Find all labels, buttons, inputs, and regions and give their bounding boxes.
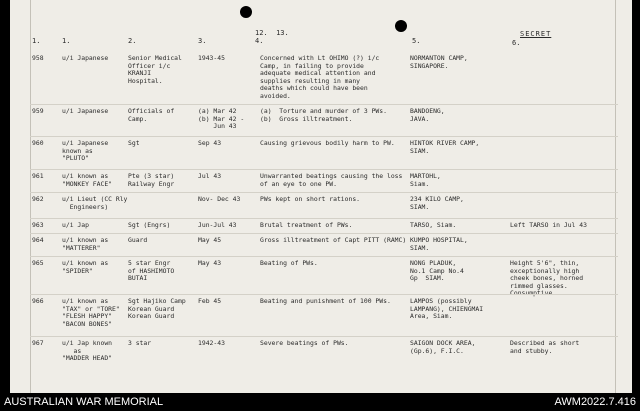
- secret-heading: SECRET: [520, 30, 552, 38]
- row-separator: [30, 336, 618, 337]
- offence-description: Brutal treatment of PWs.: [260, 221, 353, 229]
- footer-accession-number: AWM2022.7.416: [554, 396, 636, 408]
- row-separator: [30, 136, 618, 137]
- location: SAIGON DOCK AREA, (Gp.6), F.I.C.: [410, 339, 476, 355]
- location: NORMANTON CAMP, SINGAPORE.: [410, 54, 468, 70]
- offence-description: Gross illtreatment of Capt PITT (RAMC): [260, 236, 407, 244]
- record-number: 966: [32, 297, 44, 305]
- header-col-5: 5.: [412, 37, 421, 45]
- header-col-6: 6.: [512, 39, 521, 47]
- date: Sep 43: [198, 139, 222, 147]
- punch-hole-left: [240, 6, 252, 18]
- date: Jun-Jul 43: [198, 221, 237, 229]
- rank-unit: Guard: [128, 236, 148, 244]
- date: May 45: [198, 236, 222, 244]
- row-separator: [30, 294, 618, 295]
- row-separator: [30, 218, 618, 219]
- accused-name: u/i known as "MATTERER": [62, 236, 109, 252]
- rank-unit: 5 star Engr of HASHIMOTO BUTAI: [128, 259, 175, 283]
- footer-institution: AUSTRALIAN WAR MEMORIAL: [4, 396, 164, 408]
- rank-unit: Sgt: [128, 139, 140, 147]
- rank-unit: Senior Medical Officer i/c KRANJI Hospital.: [128, 54, 182, 85]
- date: Nov- Dec 43: [198, 195, 241, 203]
- header-col-3: 3.: [198, 37, 207, 45]
- remarks: Left TARSO in Jul 43: [510, 221, 587, 229]
- offence-description: Causing grievous bodily harm to PW.: [260, 139, 395, 147]
- column-line: [30, 0, 31, 393]
- offence-description: Unwarranted beatings causing the loss of an eye to one PW.: [260, 172, 403, 188]
- offence-description: PWs kept on short rations.: [260, 195, 361, 203]
- location: HINTOK RIVER CAMP, SIAM.: [410, 139, 480, 155]
- header-col-number: 1.: [32, 37, 41, 45]
- date: May 43: [198, 259, 222, 267]
- record-number: 958: [32, 54, 44, 62]
- location: NONG PLADUK, No.1 Camp No.4 Gp SIAM.: [410, 259, 464, 283]
- accused-name: u/i Japanese known as "PLUTO": [62, 139, 109, 163]
- remarks: Described as short and stubby.: [510, 339, 580, 355]
- location: KUMPO HOSPITAL, SIAM.: [410, 236, 468, 252]
- accused-name: u/i Japanese: [62, 54, 109, 62]
- remarks: Height 5'6", thin, exceptionally high cheek bones, horned rimmed glasses.: [510, 259, 584, 290]
- offence-description: Severe beatings of PWs.: [260, 339, 349, 347]
- header-col-4: 12. 13. 4.: [255, 29, 289, 45]
- rank-unit: Officials of Camp.: [128, 107, 175, 123]
- record-number: 964: [32, 236, 44, 244]
- document-sheet: [10, 0, 632, 393]
- accused-name: u/i Jap known as "MADDER HEAD": [62, 339, 113, 363]
- record-number: 962: [32, 195, 44, 203]
- date: Jul 43: [198, 172, 222, 180]
- date: Feb 45: [198, 297, 222, 305]
- location: 234 KILO CAMP, SIAM.: [410, 195, 464, 211]
- punch-hole-right: [395, 20, 407, 32]
- offence-description: Concerned with Lt OHIMO (?) i/c Camp, in failing to provide adequate medical attention and supplies resulting in many deaths which could have been avoided.: [260, 54, 380, 100]
- rank-unit: 3 star: [128, 339, 152, 347]
- location: BANDOENG, JAVA.: [410, 107, 445, 123]
- record-number: 960: [32, 139, 44, 147]
- row-separator: [30, 192, 618, 193]
- location: LAMPOS (possibly LAMPANG), CHIENGMAI Area, Siam.: [410, 297, 484, 321]
- row-separator: [30, 169, 618, 170]
- row-separator: [30, 104, 618, 105]
- header-col-2: 2.: [128, 37, 137, 45]
- offence-description: Beating of PWs.: [260, 259, 318, 267]
- row-separator: [30, 256, 618, 257]
- accused-name: u/i known as "MONKEY FACE": [62, 172, 113, 188]
- accused-name: u/i Lieut (CC Rly Engineers): [62, 195, 128, 211]
- header-col-1: 1.: [62, 37, 71, 45]
- location: MARTOHL, Siam.: [410, 172, 441, 188]
- row-separator: [30, 233, 618, 234]
- date: 1943-45: [198, 54, 225, 62]
- rank-unit: Sgt Hajiko Camp Korean Guard Korean Guard: [128, 297, 186, 321]
- record-number: 965: [32, 259, 44, 267]
- date: (a) Mar 42 (b) Mar 42 - Jun 43: [198, 107, 245, 131]
- record-number: 967: [32, 339, 44, 347]
- rank-unit: Sgt (Engrs): [128, 221, 171, 229]
- column-line: [615, 0, 616, 393]
- accused-name: u/i known as "SPIDER": [62, 259, 109, 275]
- record-number: 959: [32, 107, 44, 115]
- offence-description: Beating and punishment of 100 PWs.: [260, 297, 391, 305]
- footer-bar: [0, 393, 640, 411]
- offence-description: (a) Torture and murder of 3 PWs. (b) Gross illtreatment.: [260, 107, 387, 123]
- accused-name: u/i Jap: [62, 221, 89, 229]
- date: 1942-43: [198, 339, 225, 347]
- location: TARSO, Siam.: [410, 221, 457, 229]
- accused-name: u/i Japanese: [62, 107, 109, 115]
- accused-name: u/i known as "TAX" or "TORE" "FLESH HAPPY" "BACON BONES": [62, 297, 120, 328]
- record-number: 963: [32, 221, 44, 229]
- record-number: 961: [32, 172, 44, 180]
- rank-unit: Pte (3 star) Railway Engr: [128, 172, 175, 188]
